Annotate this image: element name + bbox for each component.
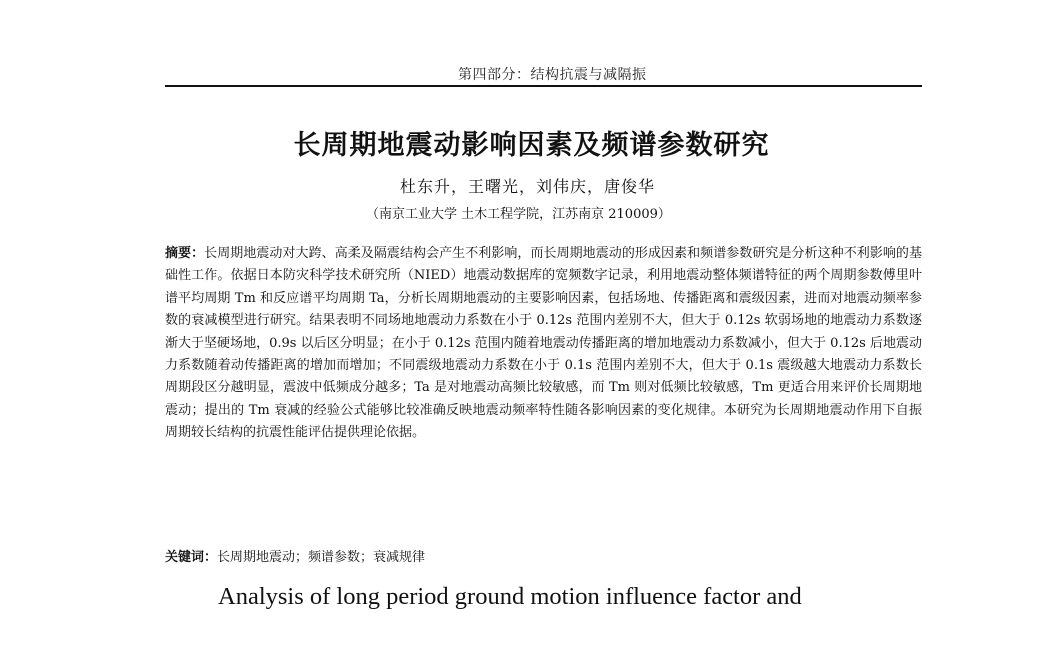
running-header: 第四部分：结构抗震与减隔振: [458, 67, 647, 83]
keywords: [165, 546, 425, 565]
keywords-text: 长周期地震动；频谱参数；衰减规律: [217, 550, 426, 565]
authors: 杜东升，王曙光，刘伟庆，唐俊华: [400, 177, 656, 196]
affiliation: （南京工业大学 土木工程学院，江苏南京 210009）: [366, 207, 671, 222]
paper-title: 长周期地震动影响因素及频谱参数研究: [293, 130, 770, 161]
abstract-label: 摘要：: [165, 246, 205, 261]
header-rule: [165, 85, 922, 87]
abstract-text: 长周期地震动对大跨、高柔及隔震结构会产生不利影响，而长周期地震动的形成因素和频谱参数研究是分析这种不利影响的基础性工作。依据日本防灾科学技术研究所（NIED）地震动数据库的宽频数字记录，利用地震动整体频谱特征的两个周期参数傅里叶谱平均周期 Tm 和反应谱平均周期 Ta，分析长周期地震动的主要影响因素，包括场地、传播距离和震级因素，进而对地震动频率参数的衰减模型进行研究。结果表明不同场地地震动力系数在小于 0.12s 范围内差别不大，但大于 0.12s 软弱场地的地震动力系数逐渐大于坚硬场地，0.9s 以后区分明显；在小于 0.12s 范围内随着地震动传播距离的增加地震动力系数减小，但大于 0.12s 后地震动力系数随着动传播距离的增加而增加；不同震级地震动力系数在小于 0.1s 范围内差别不大，但大于 0.1s 震级越大地震动力系数长周期段区分越明显，震波中低频成分越多；Ta 是对地震动高频比较敏感，而 Tm 则对低频比较敏感，Tm 更适合用来评价长周期地震动；提出的 Tm 衰减的经验公式能够比较准确反映地震动频率特性随各影响因素的变化规律。本研究为长周期地震动作用下自振周期较长结构的抗震性能评估提供理论依据。: [165, 246, 922, 441]
english-title: Analysis of long period ground motion influence factor and: [218, 583, 802, 610]
abstract: [165, 243, 922, 445]
keywords-label: 关键词：: [165, 550, 218, 565]
